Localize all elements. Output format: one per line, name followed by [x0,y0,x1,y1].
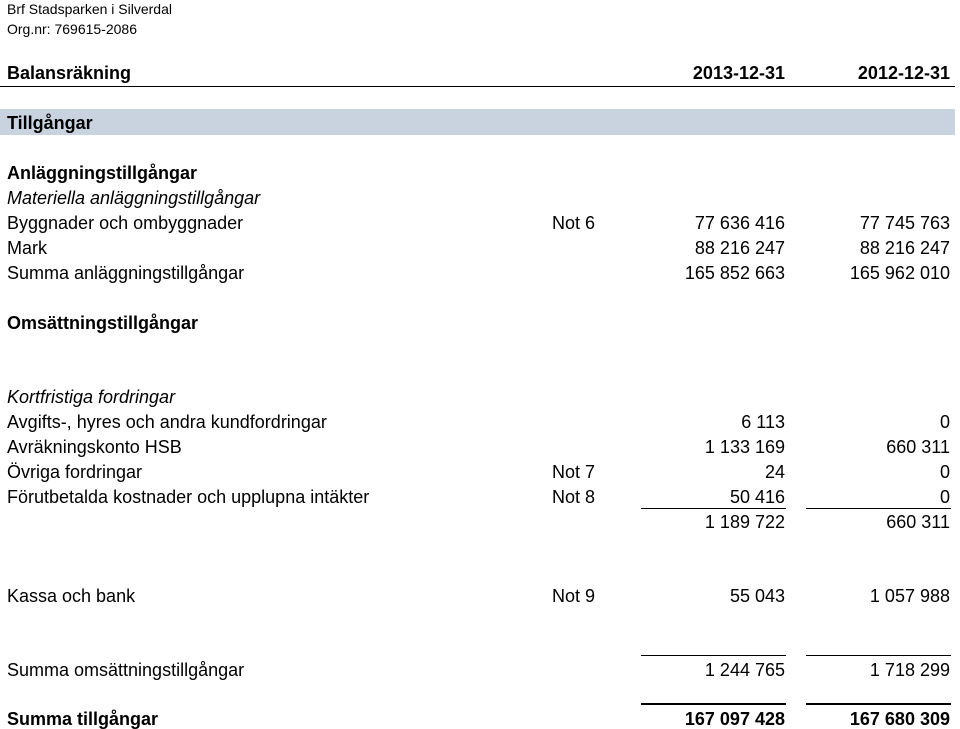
grand-total-rule-2012 [806,703,951,705]
row-value-2013: 77 636 416 [694,213,785,233]
page-title: Balansräkning [7,63,132,83]
cash-note: Not 9 [552,586,596,606]
total-rule-2013 [641,655,786,656]
row-value-2012: 0 [939,487,950,507]
total-rule-2012 [806,655,951,656]
row-value-2013: 6 113 [741,412,785,432]
section-title: Tillgångar [7,113,93,133]
fixed-assets-subheading: Materiella anläggningstillgångar [7,188,261,208]
row-value-2012: 660 311 [886,437,950,457]
column-header-2013: 2013-12-31 [692,63,785,83]
grand-total-2013: 167 097 428 [684,709,785,729]
row-note: Not 7 [552,462,596,482]
row-label: Förutbetalda kostnader och upplupna intäkter [7,487,370,507]
org-name: Brf Stadsparken i Silverdal [7,1,172,17]
row-value-2013: 88 216 247 [694,238,785,258]
row-label: Övriga fordringar [7,462,143,482]
subtotal-value-2012: 660 311 [886,512,950,532]
row-value-2012: 0 [939,462,950,482]
current-assets-total-2012: 1 718 299 [869,660,950,680]
current-assets-total-label: Summa omsättningstillgångar [7,660,245,680]
grand-total-label: Summa tillgångar [7,709,159,729]
row-note: Not 6 [552,213,596,233]
row-value-2013: 1 133 169 [704,437,785,457]
grand-total-rule-2013 [641,703,786,705]
column-header-2012: 2012-12-31 [857,63,950,83]
current-assets-total-2013: 1 244 765 [704,660,785,680]
current-assets-heading: Omsättningstillgångar [7,313,199,333]
row-label: Summa anläggningstillgångar [7,263,245,283]
row-value-2013: 24 [764,462,785,482]
title-underline [0,86,955,87]
row-value-2012: 77 745 763 [859,213,950,233]
row-label: Mark [7,238,47,258]
current-assets-subheading: Kortfristiga fordringar [7,387,176,407]
cash-value-2013: 55 043 [729,586,785,606]
row-label: Avgifts-, hyres och andra kundfordringar [7,412,327,432]
cash-value-2012: 1 057 988 [869,586,950,606]
row-value-2012: 165 962 010 [849,263,950,283]
row-label: Byggnader och ombyggnader [7,213,244,233]
grand-total-2012: 167 680 309 [849,709,950,729]
row-label: Avräkningskonto HSB [7,437,182,457]
cash-label: Kassa och bank [7,586,136,606]
row-note: Not 8 [552,487,596,507]
row-value-2012: 0 [939,412,950,432]
row-value-2013: 50 416 [729,487,785,507]
subtotal-rule-2013 [641,508,786,509]
section-band [0,109,955,135]
row-value-2013: 165 852 663 [684,263,785,283]
subtotal-rule-2012 [806,508,951,509]
org-number: Org.nr: 769615-2086 [7,21,137,37]
fixed-assets-heading: Anläggningstillgångar [7,163,198,183]
row-value-2012: 88 216 247 [859,238,950,258]
subtotal-value-2013: 1 189 722 [704,512,785,532]
